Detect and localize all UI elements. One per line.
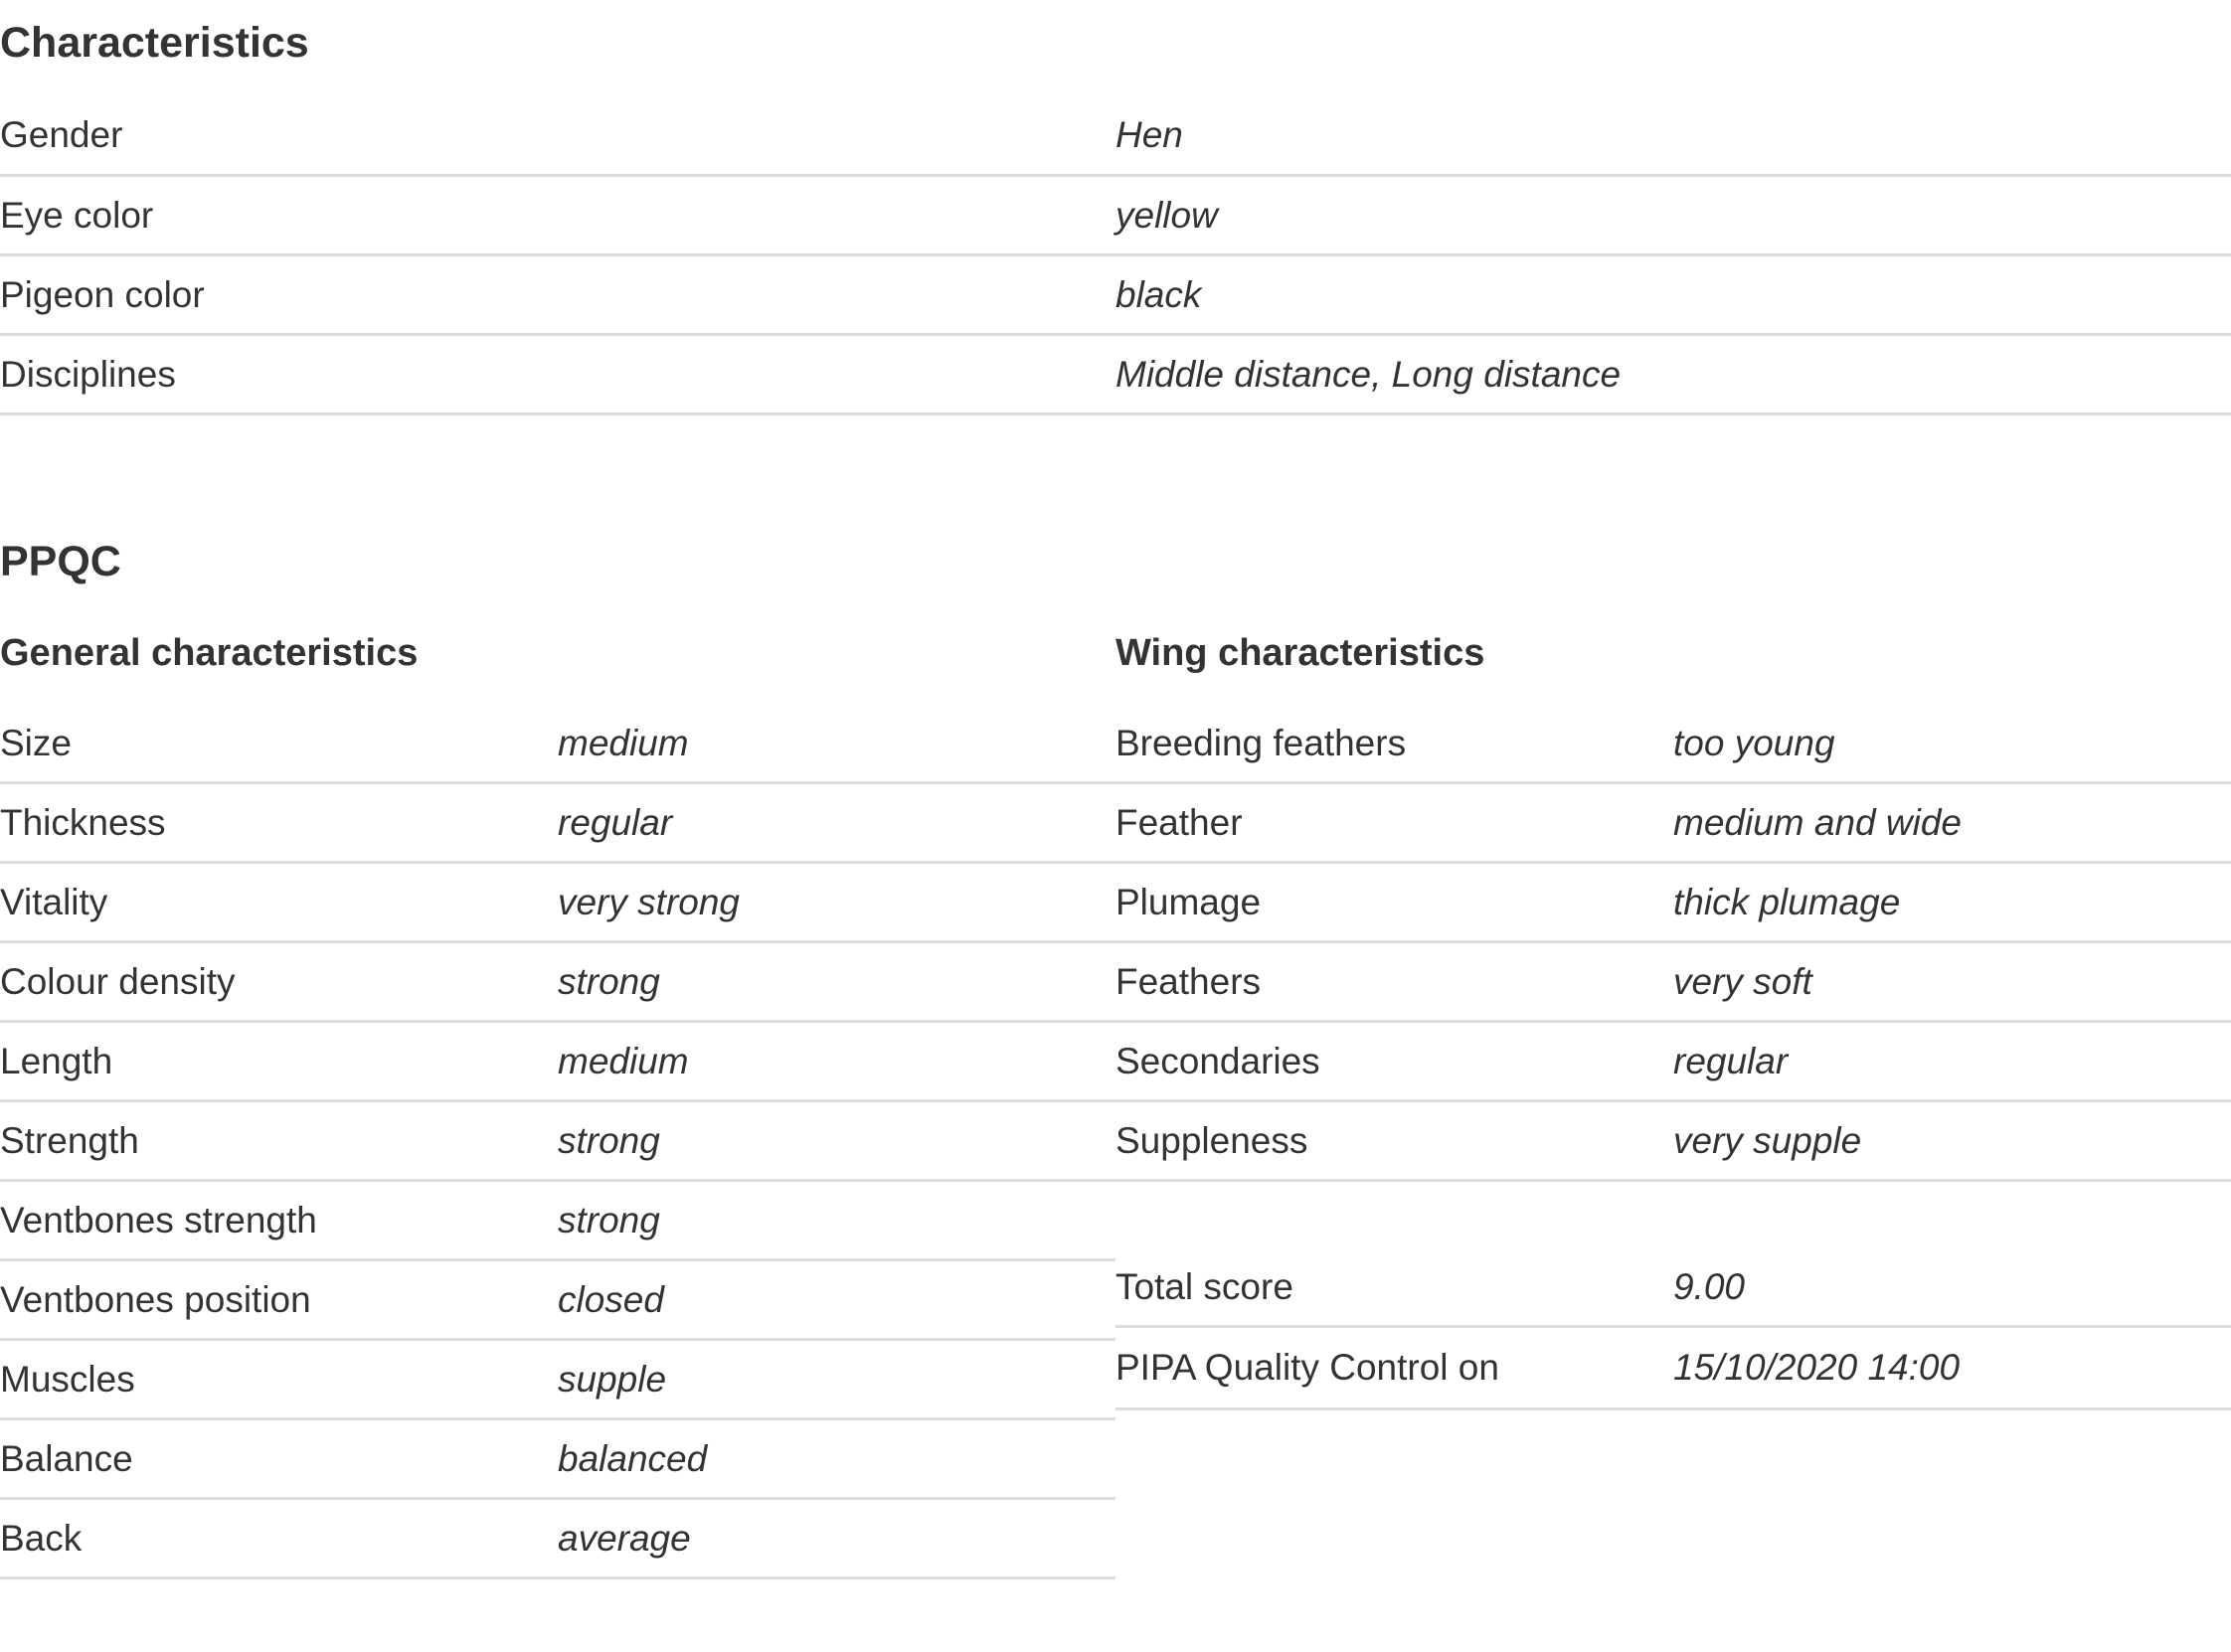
table-row xyxy=(0,1420,1116,1500)
row-label: Balance xyxy=(0,1437,133,1479)
table-row xyxy=(0,1341,1116,1420)
row-value: regular xyxy=(1673,1040,1789,1081)
row-value: average xyxy=(558,1517,691,1559)
table-row xyxy=(0,705,1116,784)
general-characteristics-table xyxy=(0,705,1116,1579)
row-value: supple xyxy=(558,1358,667,1400)
table-row xyxy=(0,1182,1116,1261)
table-row xyxy=(0,784,1116,864)
table-row xyxy=(1116,705,2231,784)
table-row xyxy=(1116,1023,2231,1102)
row-value: too young xyxy=(1673,722,1835,763)
row-label: Feathers xyxy=(1116,960,1262,1002)
total-score-label: Total score xyxy=(1116,1265,1293,1307)
row-label: Eye color xyxy=(0,194,154,236)
row-label: Strength xyxy=(0,1119,139,1161)
row-label: Vitality xyxy=(0,881,108,922)
row-value: strong xyxy=(558,1199,660,1240)
row-value: closed xyxy=(558,1278,664,1320)
row-value: very soft xyxy=(1673,960,1812,1002)
general-characteristics-title: General characteristics xyxy=(0,632,419,674)
row-value: Hen xyxy=(1116,113,1183,155)
row-label: Ventbones position xyxy=(0,1278,311,1320)
row-value: strong xyxy=(558,960,660,1002)
wing-characteristics-table xyxy=(1116,705,2231,1182)
row-label: Pigeon color xyxy=(0,273,205,315)
table-row xyxy=(0,177,2231,256)
table-row xyxy=(0,256,2231,336)
row-label: Muscles xyxy=(0,1358,135,1400)
score-table xyxy=(1116,1248,2231,1410)
row-value: balanced xyxy=(558,1437,708,1479)
row-label: Plumage xyxy=(1116,881,1262,922)
wing-characteristics-title: Wing characteristics xyxy=(1116,632,1485,674)
row-label: Feather xyxy=(1116,801,1243,843)
table-row xyxy=(1116,1102,2231,1182)
row-value: Middle distance, Long distance xyxy=(1116,353,1622,395)
table-row xyxy=(1116,1248,2231,1328)
table-row xyxy=(0,1261,1116,1341)
row-label: Thickness xyxy=(0,801,166,843)
quality-control-date: 15/10/2020 14:00 xyxy=(1673,1347,1961,1388)
row-value: thick plumage xyxy=(1673,881,1901,922)
table-row xyxy=(0,864,1116,943)
row-value: black xyxy=(1116,273,1202,315)
table-row xyxy=(0,1102,1116,1182)
row-label: Secondaries xyxy=(1116,1040,1320,1081)
table-row xyxy=(0,943,1116,1023)
characteristics-table xyxy=(0,95,2231,415)
row-value: very supple xyxy=(1673,1119,1862,1161)
row-value: medium xyxy=(558,1040,689,1081)
row-label: Suppleness xyxy=(1116,1119,1308,1161)
table-row xyxy=(1116,864,2231,943)
table-row xyxy=(0,1023,1116,1102)
row-label: Length xyxy=(0,1040,113,1081)
table-row xyxy=(1116,943,2231,1023)
row-label: Colour density xyxy=(0,960,236,1002)
row-label: Disciplines xyxy=(0,353,176,395)
quality-control-label: PIPA Quality Control on xyxy=(1116,1347,1499,1388)
row-label: Gender xyxy=(0,113,123,155)
row-value: very strong xyxy=(558,881,741,922)
row-label: Breeding feathers xyxy=(1116,722,1407,763)
row-label: Size xyxy=(0,722,72,763)
table-row xyxy=(0,95,2231,177)
row-value: strong xyxy=(558,1119,660,1161)
table-row xyxy=(0,1500,1116,1579)
row-value: medium xyxy=(558,722,689,763)
row-value: medium and wide xyxy=(1673,801,1962,843)
table-row xyxy=(1116,784,2231,864)
characteristics-title: Characteristics xyxy=(0,19,309,67)
row-label: Back xyxy=(0,1517,83,1559)
row-value: yellow xyxy=(1116,194,1218,236)
ppqc-title: PPQC xyxy=(0,538,121,585)
table-row xyxy=(1116,1328,2231,1410)
row-value: regular xyxy=(558,801,673,843)
total-score-value: 9.00 xyxy=(1673,1265,1746,1307)
row-label: Ventbones strength xyxy=(0,1199,317,1240)
table-row xyxy=(0,336,2231,415)
